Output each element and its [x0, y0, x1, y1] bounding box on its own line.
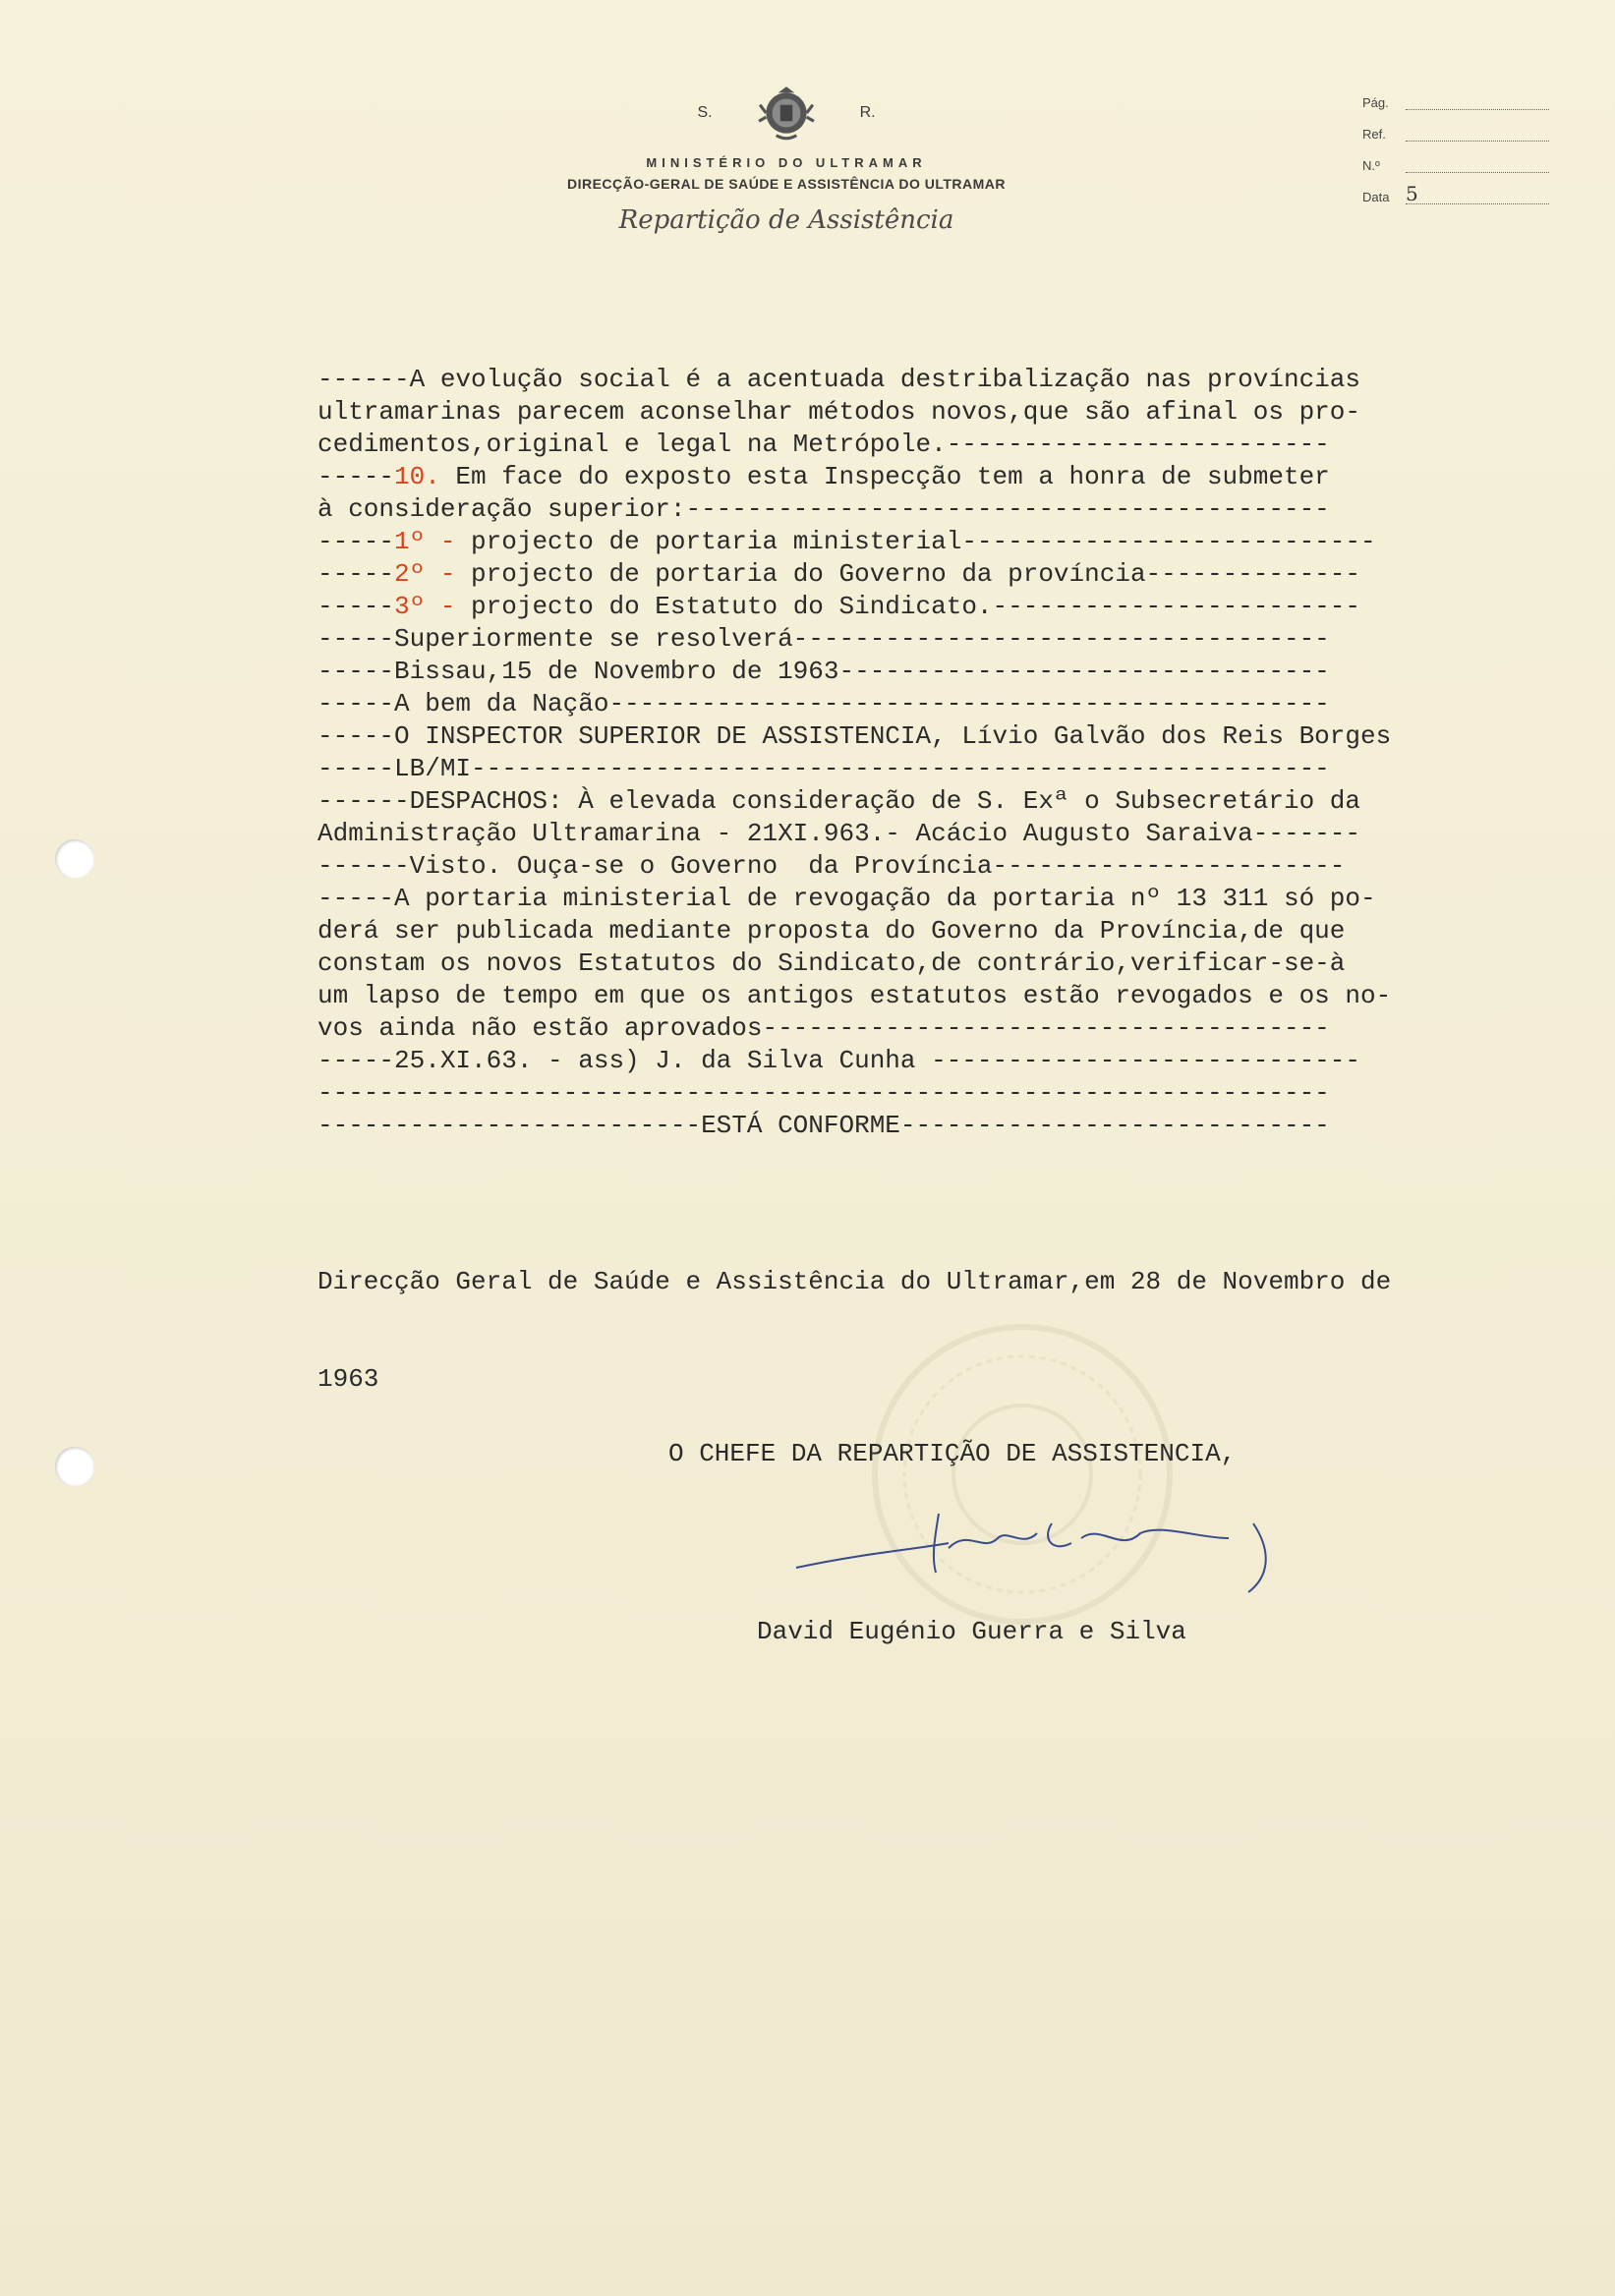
body-line-text: Administração Ultramarina - 21XI.963.- Acácio Augusto Saraiva------- — [317, 819, 1360, 848]
body-line-text: ------------------------------------------------------------------ — [317, 1078, 1330, 1108]
body-line-text: -----LB/MI-------------------------------------------------------- — [317, 754, 1330, 783]
place-date-line: Direcção Geral de Saúde e Assistência do Ultramar,em 28 de Novembro de — [317, 1267, 1392, 1296]
body-line-text: constam os novos Estatutos do Sindicato,de contrário,verificar-se-à — [317, 948, 1346, 978]
body-line — [317, 623, 1576, 656]
punch-hole — [55, 839, 94, 879]
item-number: 3º - — [394, 592, 456, 621]
ref-row-ref — [1362, 110, 1549, 142]
body-line — [317, 850, 1576, 883]
body-line — [317, 753, 1576, 785]
body-line-text: ------DESPACHOS: À elevada consideração de S. Exª o Subsecretário da — [317, 786, 1360, 816]
body-line-text: -----A bem da Nação----------------------------------------------- — [317, 689, 1330, 718]
body-line — [317, 818, 1576, 850]
body-line-text: -----A portaria ministerial de revogação da portaria nº 13 311 só po- — [317, 884, 1376, 913]
ministry-name: MINISTÉRIO DO ULTRAMAR — [646, 155, 927, 170]
signer-name: David Eugénio Guerra e Silva — [757, 1617, 1186, 1646]
item-number: 1º - — [394, 527, 456, 556]
body-line-text: cedimentos,original e legal na Metrópole.------------------------- — [317, 430, 1330, 459]
body-line-text: Em face do exposto esta Inspecção tem a honra de submeter — [439, 462, 1330, 491]
body-line — [317, 1077, 1576, 1110]
body-line-text: ----- — [317, 559, 395, 589]
body-line — [317, 1012, 1576, 1045]
body-line — [317, 883, 1576, 915]
body-line-text: projecto de portaria do Governo da província-------------- — [455, 559, 1360, 589]
body-line — [317, 364, 1576, 396]
body-line — [317, 396, 1576, 429]
body-line — [317, 461, 1576, 493]
body-line-text: um lapso de tempo em que os antigos estatutos estão revogados e os no- — [317, 981, 1392, 1010]
body-line — [317, 720, 1576, 753]
body-line-text: ----- — [317, 592, 395, 621]
ref-label: N.º — [1362, 158, 1380, 173]
reference-box — [1362, 79, 1549, 204]
body-line — [317, 526, 1576, 558]
repartition-name: Repartição de Assistência — [618, 205, 954, 235]
direction-name: DIRECÇÃO-GERAL DE SAÚDE E ASSISTÊNCIA DO ULTRAMAR — [566, 176, 1007, 192]
body-line — [317, 493, 1576, 526]
place-date-line: 1963 — [317, 1364, 379, 1394]
chief-title: O CHEFE DA REPARTIÇÃO DE ASSISTENCIA, — [668, 1439, 1237, 1468]
body-line-text: -----Superiormente se resolverá----------------------------------- — [317, 624, 1330, 654]
body-line-text: -----O INSPECTOR SUPERIOR DE ASSISTENCIA, Lívio Galvão dos Reis Borges — [317, 721, 1392, 751]
ref-label: Ref. — [1362, 127, 1386, 142]
body-line-text: vos ainda não estão aprovados------------------------------------- — [317, 1013, 1330, 1043]
ref-row-number — [1362, 142, 1549, 173]
handwritten-signature-icon — [786, 1494, 1298, 1622]
coat-of-arms-icon — [756, 83, 817, 144]
body-line-text: -------------------------ESTÁ CONFORME---------------------------- — [317, 1111, 1330, 1140]
body-line-text: projecto do Estatuto do Sindicato.------------------------ — [455, 592, 1360, 621]
body-line-text: -----Bissau,15 de Novembro de 1963-------------------------------- — [317, 657, 1330, 686]
body-line-text: ----- — [317, 527, 395, 556]
body-line — [317, 947, 1576, 980]
document-body — [317, 364, 1576, 1142]
body-line — [317, 1110, 1576, 1142]
body-line-text: ----- — [317, 462, 395, 491]
ref-label: Data — [1362, 190, 1390, 204]
body-line-text: ultramarinas parecem aconselhar métodos novos,que são afinal os pro- — [317, 397, 1360, 427]
body-line-text: ------Visto. Ouça-se o Governo da Província----------------------- — [317, 851, 1346, 881]
ref-row-date — [1362, 173, 1549, 204]
body-line-text: derá ser publicada mediante proposta do Governo da Província,de que — [317, 916, 1346, 946]
page-number: 5 — [1406, 182, 1418, 205]
body-line — [317, 558, 1576, 591]
item-number: 2º - — [394, 559, 456, 589]
body-line — [317, 980, 1576, 1012]
body-line — [317, 915, 1576, 947]
body-line-text: projecto de portaria ministerial--------------------------- — [455, 527, 1376, 556]
letterhead-crest-row — [550, 79, 1022, 147]
body-line — [317, 429, 1576, 461]
body-line — [317, 591, 1576, 623]
body-line — [317, 1045, 1576, 1077]
ref-label: Pág. — [1362, 95, 1389, 110]
body-line-text: à consideração superior:------------------------------------------ — [317, 494, 1330, 524]
body-line-text: -----25.XI.63. - ass) J. da Silva Cunha ---------------------------- — [317, 1046, 1360, 1075]
letterhead — [550, 79, 1022, 235]
letterhead-right-letter: R. — [859, 104, 876, 121]
punch-hole — [55, 1447, 94, 1486]
body-line — [317, 785, 1576, 818]
body-line — [317, 656, 1576, 688]
body-line — [317, 688, 1576, 720]
body-line-text: ------A evolução social é a acentuada destribalização nas províncias — [317, 365, 1360, 394]
item-number: 10. — [394, 462, 440, 491]
letterhead-left-letter: S. — [697, 104, 713, 121]
